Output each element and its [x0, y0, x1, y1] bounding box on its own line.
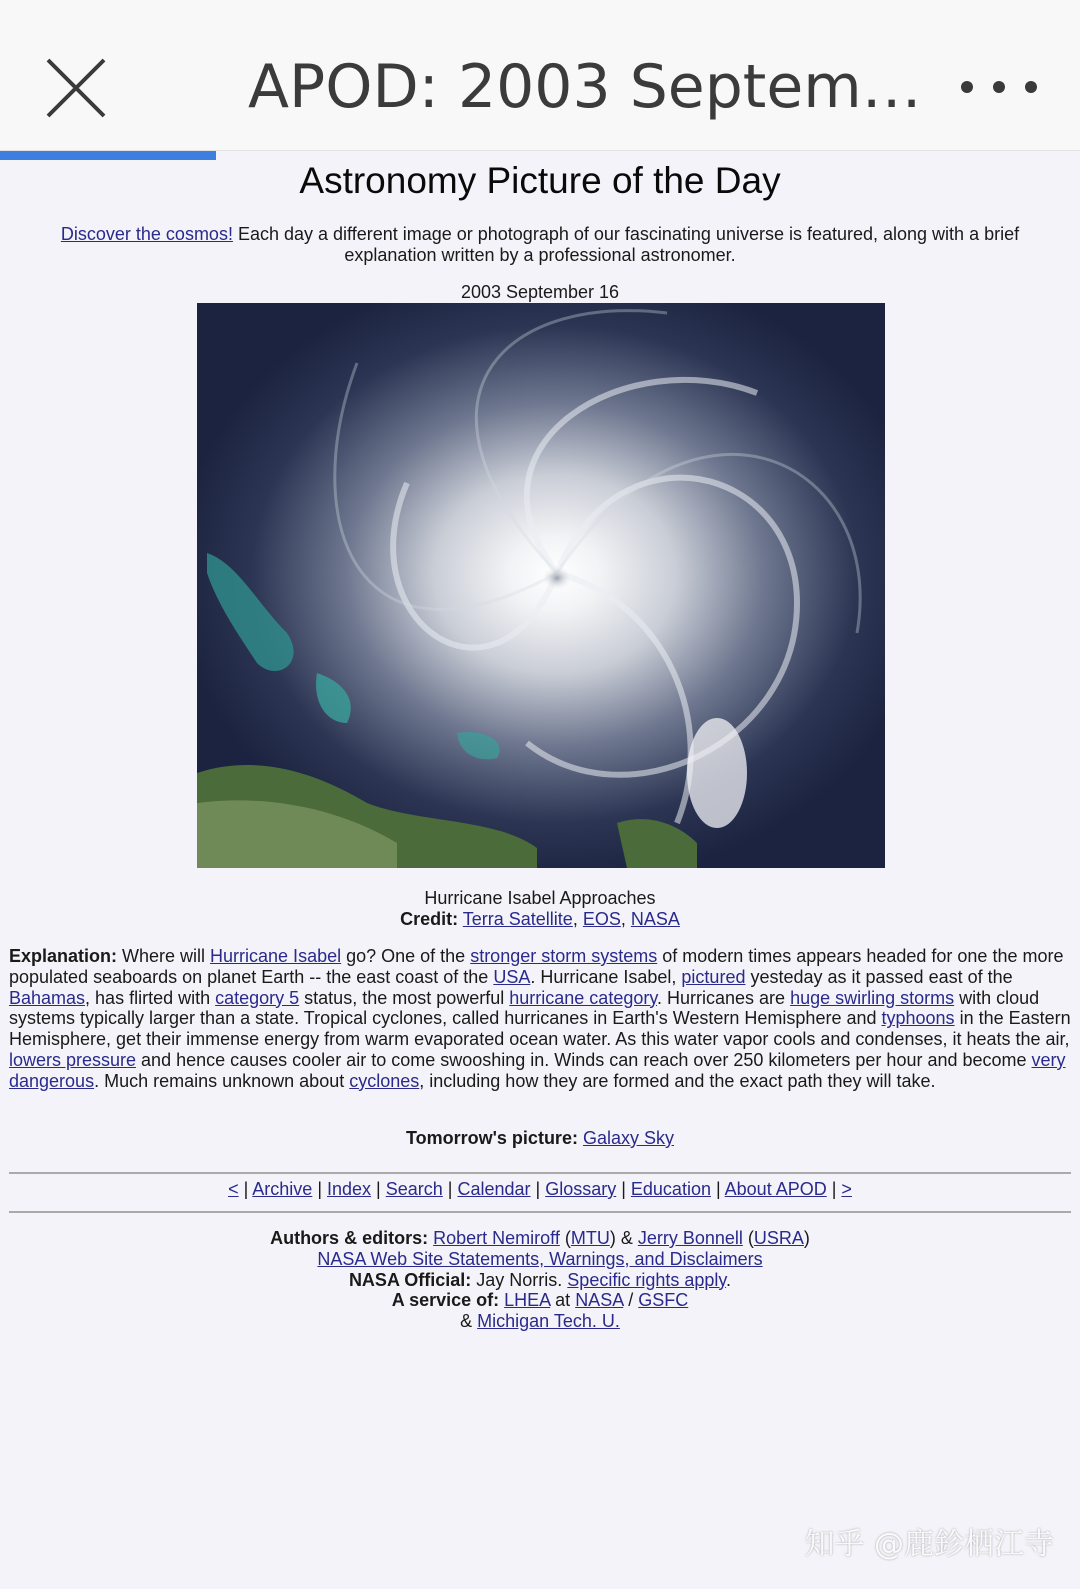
link-stronger-storm-systems[interactable]: stronger storm systems [470, 946, 658, 966]
explanation-text: of modern times appears headed for one the more populated seaboards on planet Earth -- the east coast of the [9, 946, 1064, 987]
service-lhea[interactable]: LHEA [504, 1290, 551, 1311]
tomorrow-line [0, 1128, 1080, 1149]
nav-sep: | [616, 1179, 631, 1199]
tomorrow-label: Tomorrow's picture: [405, 1128, 578, 1148]
link-huge-swirling-storms[interactable]: huge swirling storms [790, 987, 955, 1008]
link-bahamas[interactable]: Bahamas [9, 987, 86, 1008]
authors-label: Authors & editors: [270, 1228, 429, 1248]
browser-toolbar [0, 0, 1080, 151]
nav-sep: | [442, 1179, 458, 1199]
service-line [0, 1290, 1080, 1311]
statements-line [0, 1249, 1080, 1270]
nav-archive[interactable]: Archive [252, 1179, 313, 1199]
nav-education[interactable]: Education [630, 1179, 711, 1199]
intro-paragraph [40, 224, 1040, 266]
explanation-label: Explanation: [9, 946, 118, 966]
explanation-paragraph [9, 946, 1071, 1092]
explanation-text: yesteday as it passed east of the [745, 966, 1013, 987]
explanation-text: , has flirted with [85, 987, 216, 1008]
service-label: A service of: [391, 1290, 500, 1311]
nav-calendar[interactable]: Calendar [457, 1179, 531, 1199]
link-usa[interactable]: USA [493, 966, 531, 987]
credit-link-eos[interactable]: EOS [582, 909, 621, 929]
image-caption [0, 888, 1080, 930]
explanation-text: . Hurricanes are [657, 987, 791, 1008]
tomorrow-link[interactable]: Galaxy Sky [582, 1128, 674, 1148]
nav-index[interactable]: Index [327, 1179, 372, 1199]
amp-text: & [460, 1311, 478, 1332]
explanation-text: . Hurricane Isabel, [530, 966, 682, 987]
explanation-text: with cloud systems typically larger than a state. Tropical cyclones, called hurricanes in Earth's Western Hemisphere and [9, 987, 1040, 1029]
apod-date: 2003 September 16 [460, 282, 620, 302]
explanation-text: and hence causes cooler air to come swooshing in. Winds can reach over 250 kilometers per hour and become [136, 1049, 1032, 1070]
explanation-text: , including how they are formed and the exact path they will take. [419, 1070, 936, 1091]
nav-sep: | [530, 1179, 546, 1199]
org-usra[interactable]: USRA [753, 1228, 804, 1248]
more-horizontal-icon[interactable] [958, 72, 1042, 102]
official-line: NASA Official: Jay Norris. Specific rights apply. [348, 1269, 732, 1290]
credit-label: Credit: [400, 909, 459, 929]
explanation-text: in the Eastern Hemisphere, get their immense energy from warm evaporated ocean water. As this water vapor cools and condenses, it heats the air, [9, 1008, 1071, 1050]
link-typhoons[interactable]: typhoons [881, 1008, 955, 1029]
official-label: NASA Official: [348, 1269, 472, 1290]
credit-link-terra[interactable]: Terra Satellite [462, 909, 573, 929]
service-gsfc[interactable]: GSFC [638, 1290, 689, 1311]
progress-fill [0, 151, 216, 160]
apod-nav [0, 1179, 1080, 1200]
link-lowers-pressure[interactable]: lowers pressure [9, 1049, 137, 1070]
nav-sep: | [238, 1179, 253, 1199]
explanation-text: go? One of the [341, 946, 471, 966]
nav-prev[interactable]: < [228, 1179, 239, 1199]
amp-text: & [615, 1228, 638, 1248]
statements-link[interactable]: NASA Web Site Statements, Warnings, and Disclaimers [317, 1248, 763, 1269]
nav-sep: | [710, 1179, 725, 1199]
link-hurricane-isabel[interactable]: Hurricane Isabel [210, 946, 342, 966]
nav-search[interactable]: Search [385, 1179, 443, 1199]
at-text: at [550, 1290, 576, 1311]
page-footer [0, 1228, 1080, 1332]
nav-next[interactable]: > [841, 1179, 852, 1199]
credit-link-nasa[interactable]: NASA [630, 909, 680, 929]
slash-text: / [623, 1290, 639, 1311]
link-hurricane-category[interactable]: hurricane category [509, 987, 658, 1008]
author-bonnell[interactable]: Jerry Bonnell [637, 1228, 743, 1248]
caption-title: Hurricane Isabel Approaches [424, 888, 656, 908]
service-michigan-tech[interactable]: Michigan Tech. U. [477, 1311, 620, 1332]
explanation-text: . Much remains unknown about [94, 1070, 350, 1091]
credit-line: Credit: Terra Satellite, EOS, NASA [400, 909, 680, 929]
nav-about-apod[interactable]: About APOD [724, 1179, 827, 1199]
page-title: Astronomy Picture of the Day [299, 160, 781, 201]
watermark: 知乎 @鹿鉁栖江寺 [804, 1527, 1054, 1562]
official-name: Jay Norris. [471, 1269, 568, 1290]
authors-line: Authors & editors: Robert Nemiroff (MTU) & Jerry Bonnell (USRA) [270, 1228, 810, 1248]
link-very-dangerous[interactable]: very dangerous [9, 1049, 1066, 1091]
service-nasa[interactable]: NASA [575, 1290, 624, 1311]
link-cyclones[interactable]: cyclones [349, 1070, 420, 1091]
close-icon[interactable] [38, 50, 114, 126]
divider-bottom [9, 1211, 1071, 1213]
link-category-5[interactable]: category 5 [215, 987, 300, 1008]
author-nemiroff[interactable]: Robert Nemiroff [433, 1228, 560, 1248]
explanation-text: status, the most powerful [299, 987, 510, 1008]
michigan-line [0, 1311, 1080, 1332]
explanation-text: Where will [117, 946, 211, 966]
discover-link[interactable]: Discover the cosmos! [60, 224, 233, 244]
page-load-progress [0, 151, 1080, 160]
page-tab-title: APOD: 2003 Septem… [248, 52, 922, 122]
org-mtu[interactable]: MTU [570, 1228, 610, 1248]
nav-sep: | [371, 1179, 386, 1199]
intro-text: Each day a different image or photograph of our fascinating universe is featured, along with a brief explanation written by a professional astronomer. [232, 224, 1020, 265]
rights-link[interactable]: Specific rights apply [567, 1269, 727, 1290]
divider-top [9, 1172, 1071, 1174]
nav-glossary[interactable]: Glossary [545, 1179, 617, 1199]
nav-sep: | [312, 1179, 327, 1199]
apod-image[interactable] [197, 303, 885, 868]
nav-sep: | [826, 1179, 842, 1199]
link-pictured[interactable]: pictured [681, 966, 746, 987]
